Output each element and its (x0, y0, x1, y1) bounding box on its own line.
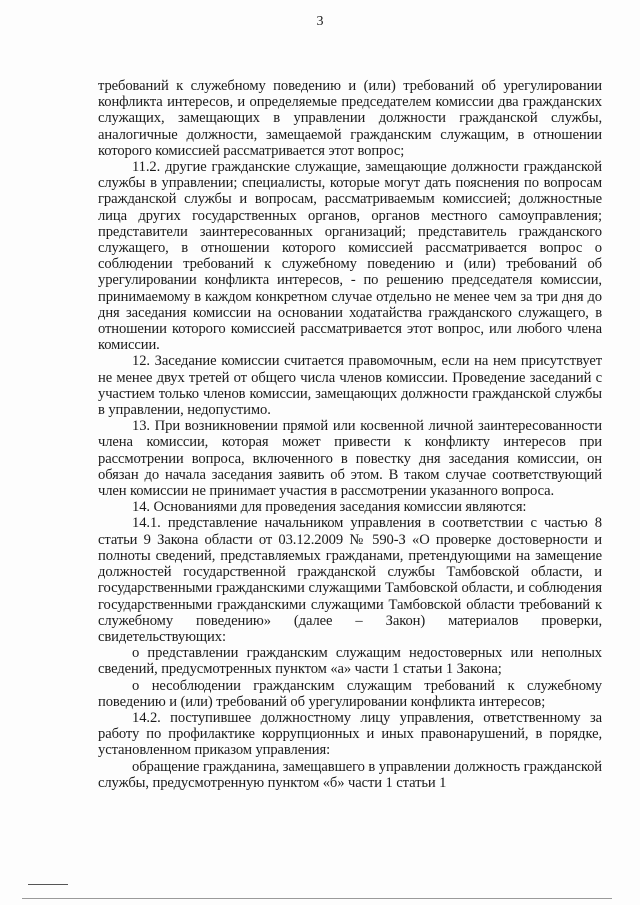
paragraph: о несоблюдении гражданским служащим требований к служебному поведению и (или) требований об урегулировании конфликта интересов; (98, 677, 602, 710)
page-bottom-edge (22, 898, 612, 899)
paragraph: о представлении гражданским служащим недостоверных или неполных сведений, предусмотренных пунктом «а» части 1 статьи 1 Закона; (98, 645, 602, 678)
paragraph: 14. Основаниями для проведения заседания комиссии являются: (132, 499, 527, 516)
footnote-rule (28, 884, 68, 885)
paragraph: 14.1. представление начальником управления в соответствии с частью 8 статьи 9 Закона области от 03.12.2009 № 590-З «О проверке достоверности и полноты сведений, представляемых гражданами, претендующими на замещение должностей государственной гражданской службы Тамбовской области, и государственными гражданскими служащими Тамбовской области, и соблюдения государственными гражданскими служащими Тамбовской области требований к служебному поведению» (далее – Закон) материалов проверки, свидетельствующих: (98, 515, 602, 645)
paragraph: 11.2. другие гражданские служащие, замещающие должности гражданской службы в управлении; специалисты, которые могут дать пояснения по вопросам гражданской службы и вопросам, рассматриваемым комиссией; должностные лица других государственных органов, органов местного самоуправления; представители заинтересованных организаций; представитель гражданского служащего, в отношении которого комиссией рассматривается вопрос о соблюдении требований к служебному поведению и (или) требований об урегулировании конфликта интересов, - по решению председателя комиссии, принимаемому в каждом конкретном случае отдельно не менее чем за три дня до дня заседания комиссии на основании ходатайства гражданского служащего, в отношении которого комиссией рассматривается этот вопрос, или любого члена комиссии. (98, 159, 602, 354)
document-body (98, 78, 602, 791)
paragraph: 12. Заседание комиссии считается правомочным, если на нем присутствует не менее двух третей от общего числа членов комиссии. Проведение заседаний с участием только членов комиссии, замещающих должности гражданской службы в управлении, недопустимо. (98, 353, 602, 419)
paragraph: обращение гражданина, замещавшего в управлении должность гражданской службы, предусмотренную пунктом «б» части 1 статьи 1 (98, 758, 602, 791)
paragraph: 14.2. поступившее должностному лицу управления, ответственному за работу по профилактике коррупционных и иных правонарушений, в порядке, установленном приказом управления: (98, 709, 602, 759)
paragraph: 13. При возникновении прямой или косвенной личной заинтересованности члена комиссии, которая может привести к конфликту интересов при рассмотрении вопроса, включенного в повестку дня заседания комиссии, он обязан до начала заседания заявить об этом. В таком случае соответствующий член комиссии не принимает участия в рассмотрении указанного вопроса. (98, 418, 602, 500)
paragraph: требований к служебному поведению и (или) требований об урегулировании конфликта интересов, и определяемые председателем комиссии два гражданских служащих, замещающих в управлении должности гражданской службы, аналогичные должности, замещаемой гражданским служащим, в отношении которого комиссией рассматривается этот вопрос; (98, 78, 602, 159)
page-number: 3 (316, 14, 324, 29)
